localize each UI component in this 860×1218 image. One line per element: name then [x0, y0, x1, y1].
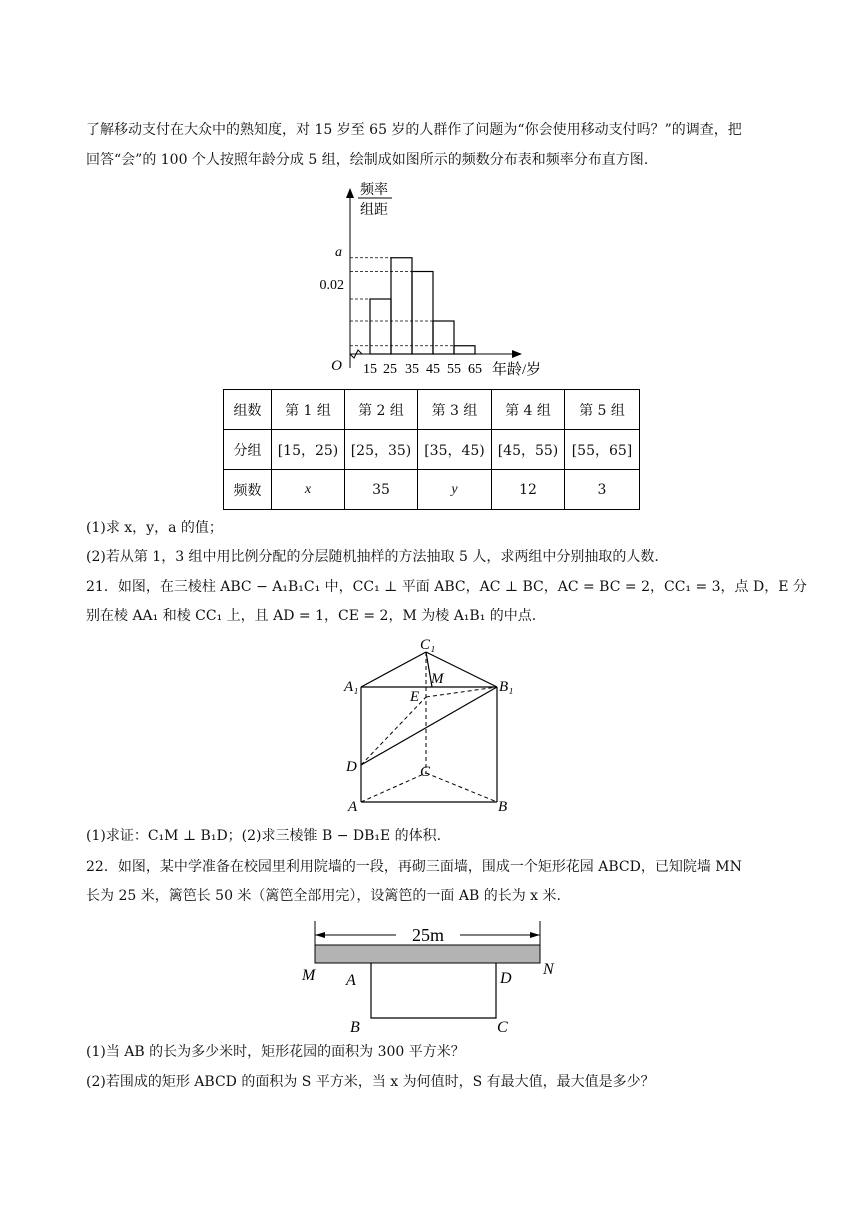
histogram-bar	[454, 346, 475, 354]
edge-A1C1	[361, 652, 426, 687]
q21-line-2: 别在棱 AA₁ 和棱 CC₁ 上，且 AD = 1，CE = 2，M 为棱 A₁B₁ 的中点.	[86, 608, 537, 624]
table-cell: [45，55)	[492, 430, 565, 470]
table-cell: 第 2 组	[345, 390, 418, 430]
table-cell: 第 5 组	[565, 390, 640, 430]
x-tick-15: 15	[363, 362, 377, 377]
x-tick-35: 35	[405, 362, 419, 377]
table-cell: 3	[565, 470, 640, 510]
frequency-histogram	[300, 172, 560, 384]
table-cell: 12	[492, 470, 565, 510]
table-cell: [25，35)	[345, 430, 418, 470]
table-cell: [15，25)	[272, 430, 345, 470]
table-row-group	[224, 430, 640, 470]
label-M: M	[431, 671, 444, 687]
q20-part-1: (1)求 x，y，a 的值；	[86, 520, 223, 536]
q22-part-2: (2)若围成的矩形 ABCD 的面积为 S 平方米，当 x 为何值时，S 有最大值，最大值是多少？	[86, 1074, 655, 1090]
segment-EB1	[426, 687, 497, 697]
wall-MN	[315, 945, 540, 963]
label-M: M	[302, 967, 316, 984]
x-tick-55: 55	[447, 362, 461, 377]
label-A1: A₁	[344, 679, 359, 695]
label-E: E	[410, 689, 420, 705]
ylabel-top: 频率	[360, 183, 388, 198]
table-row-frequency	[224, 470, 640, 510]
label-D: D	[500, 970, 512, 987]
x-tick-25: 25	[383, 362, 397, 377]
table-row-header	[224, 390, 640, 430]
table-cell: 频数	[224, 470, 272, 510]
table-cell: [35，45)	[418, 430, 492, 470]
label-A: A	[346, 972, 356, 989]
q21-parts: (1)求证：C₁M ⊥ B₁D；(2)求三棱锥 B − DB₁E 的体积.	[86, 828, 442, 844]
xlabel: 年龄/岁	[492, 362, 542, 378]
frequency-table	[223, 389, 640, 510]
label-C1: C₁	[420, 637, 436, 653]
histogram-bar	[433, 321, 454, 354]
table-cell: [55，65]	[565, 430, 640, 470]
x-tick-65: 65	[468, 362, 482, 377]
ylabel-bottom: 组距	[360, 203, 388, 218]
y-axis-arrow	[346, 188, 354, 198]
dim-arrow-left	[315, 932, 325, 938]
histogram-bar	[412, 272, 433, 355]
intro-line-1: 了解移动支付在大众中的熟知度，对 15 岁至 65 岁的人群作了问题为“你会使用移动支付吗？”的调查，把	[86, 122, 742, 138]
label-B: B	[498, 799, 508, 815]
table-cell: 35	[345, 470, 418, 510]
x-axis-arrow	[512, 350, 522, 358]
table-cell: y	[418, 470, 492, 510]
table-cell: 第 3 组	[418, 390, 492, 430]
table-cell: 第 1 组	[272, 390, 345, 430]
origin-label: O	[331, 358, 342, 374]
label-C: C	[497, 1019, 508, 1036]
segment-DE	[361, 697, 426, 765]
dim-arrow-right	[530, 932, 540, 938]
table-cell: 组数	[224, 390, 272, 430]
edge-CB	[426, 773, 497, 802]
segment-DB1	[361, 687, 497, 765]
q22-line-2: 长为 25 米，篱笆长 50 米（篱笆全部用完），设篱笆的一面 AB 的长为 x 米.	[86, 888, 561, 904]
table-cell: 第 4 组	[492, 390, 565, 430]
garden-diagram	[296, 915, 566, 1040]
y-mark-a: a	[335, 245, 342, 260]
label-B1: B₁	[499, 679, 514, 695]
prism-diagram	[340, 635, 520, 815]
q22-line-1: 22．如图，某中学准备在校园里利用院墙的一段，再砌三面墙，围成一个矩形花园 ABCD，已知院墙 MN	[86, 859, 742, 875]
fence-ABCD	[371, 963, 496, 1018]
q21-line-1: 21．如图，在三棱柱 ABC − A₁B₁C₁ 中，CC₁ ⊥ 平面 ABC，AC ⊥ BC，AC = BC = 2，CC₁ = 3，点 D，E 分	[86, 579, 807, 595]
y-mark-002: 0.02	[319, 278, 344, 293]
label-D: D	[346, 759, 357, 775]
label-N: N	[543, 961, 554, 978]
table-cell: 分组	[224, 430, 272, 470]
q22-part-1: (1)当 AB 的长为多少米时，矩形花园的面积为 300 平方米？	[86, 1044, 465, 1060]
table-cell: x	[272, 470, 345, 510]
label-C: C	[420, 764, 431, 780]
label-B: B	[350, 1019, 360, 1036]
wall-length-label: 25m	[411, 925, 445, 945]
x-tick-45: 45	[426, 362, 440, 377]
edge-AC	[361, 773, 426, 802]
histogram-bar	[391, 258, 412, 354]
q20-part-2: (2)若从第 1，3 组中用比例分配的分层随机抽样的方法抽取 5 人，求两组中分别抽取的人数.	[86, 549, 659, 565]
label-A: A	[348, 799, 358, 815]
intro-line-2: 回答“会”的 100 个人按照年龄分成 5 组，绘制成如图所示的频数分布表和频率分布直方图.	[86, 152, 649, 168]
